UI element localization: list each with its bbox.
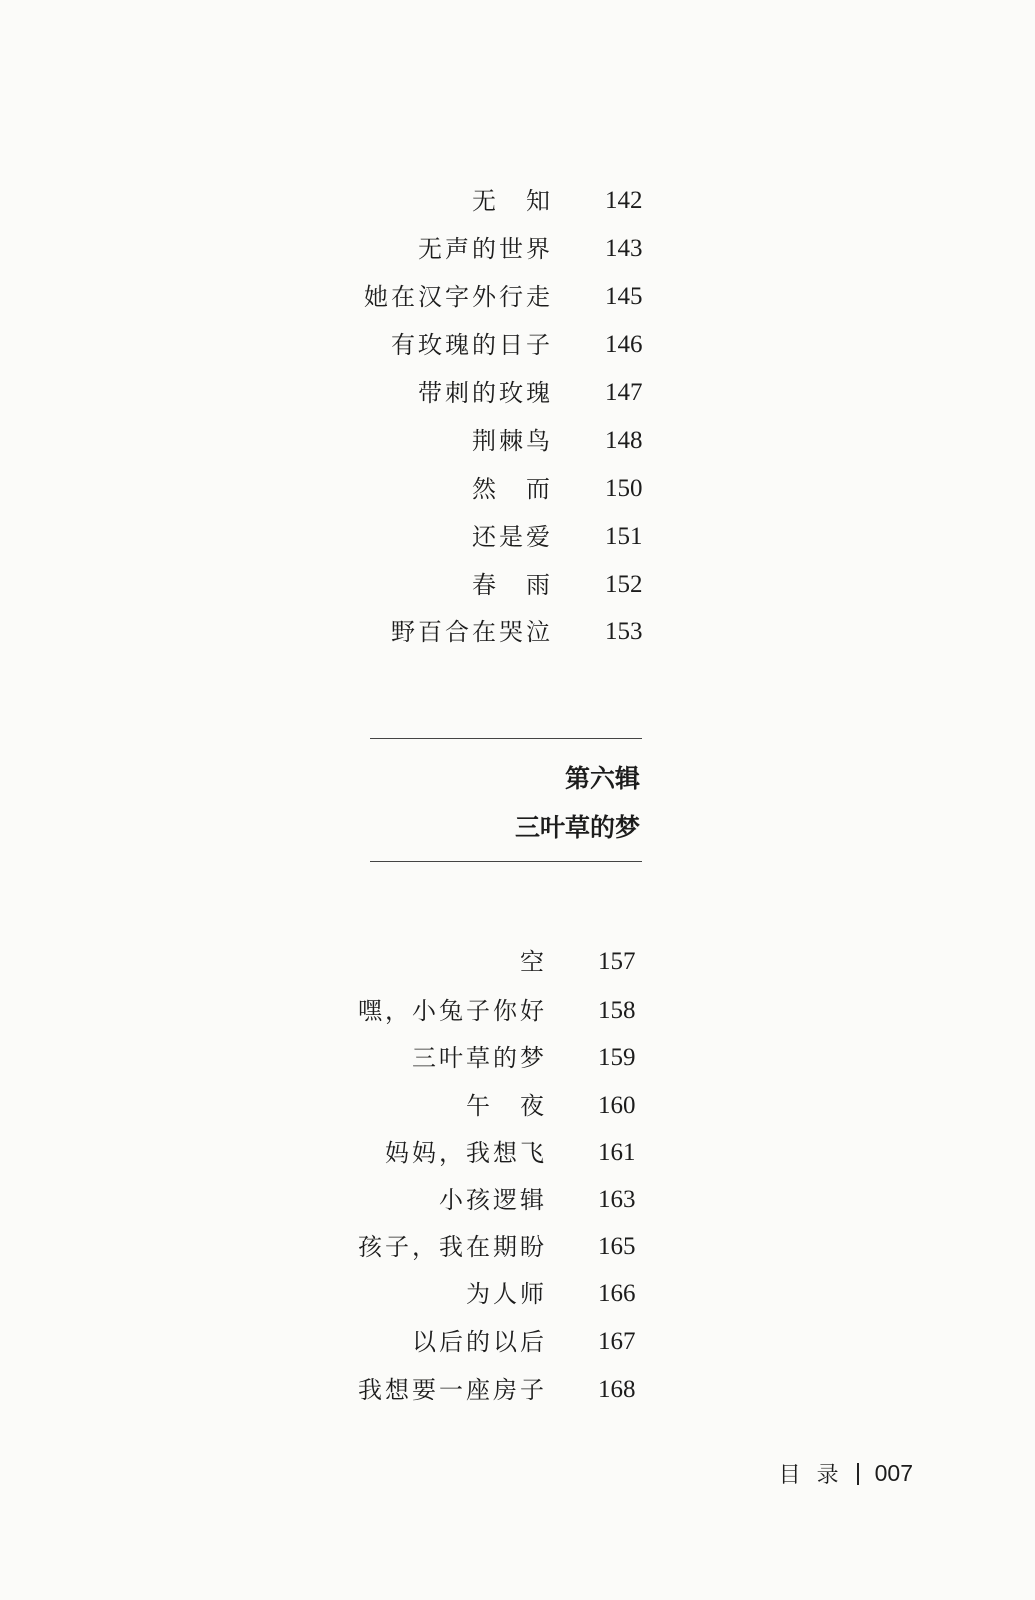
footer-page-number: 007 <box>874 1460 913 1486</box>
toc-entry-title: 无 知 <box>472 187 553 215</box>
toc-entry <box>0 181 1035 221</box>
section-label: 第六辑 <box>564 764 640 793</box>
toc-entry-title: 有玫瑰的日子 <box>391 331 553 359</box>
toc-entry-title: 嘿，小兔子你好 <box>358 997 547 1025</box>
toc-entry <box>0 325 1035 365</box>
toc-entry <box>0 517 1035 557</box>
section-rule-bottom <box>370 861 642 862</box>
toc-entry-page: 159 <box>598 1044 636 1071</box>
toc-entry <box>0 565 1035 605</box>
section-rule-top <box>370 738 642 739</box>
toc-entry <box>0 991 1035 1031</box>
toc-entry-page: 153 <box>605 618 643 645</box>
toc-entry-title: 还是爱 <box>472 523 553 551</box>
toc-entry-title: 然 而 <box>472 475 553 503</box>
section-title: 三叶草的梦 <box>514 813 640 842</box>
toc-entry-page: 147 <box>605 379 643 406</box>
toc-entry-title: 午 夜 <box>466 1092 547 1120</box>
toc-entry-page: 146 <box>605 331 643 358</box>
toc-entry-title: 以后的以后 <box>412 1328 547 1356</box>
toc-entry <box>0 1038 1035 1078</box>
toc-entry-title: 她在汉字外行走 <box>364 283 553 311</box>
toc-entry <box>0 942 1035 982</box>
toc-entry <box>0 373 1035 413</box>
toc-entry <box>0 1133 1035 1173</box>
toc-entry-page: 161 <box>598 1139 636 1166</box>
toc-entry-title: 三叶草的梦 <box>412 1044 547 1072</box>
toc-entry <box>0 1370 1035 1410</box>
toc-entry-page: 168 <box>598 1376 636 1403</box>
toc-entry-page: 166 <box>598 1280 636 1307</box>
toc-entry-title: 野百合在哭泣 <box>391 618 553 646</box>
toc-entry-page: 152 <box>605 571 643 598</box>
toc-entry-page: 148 <box>605 427 643 454</box>
toc-entry-title: 为人师 <box>466 1280 547 1308</box>
page-footer <box>779 1458 913 1489</box>
toc-entry-title: 荆棘鸟 <box>472 427 553 455</box>
toc-entry-page: 165 <box>598 1233 636 1260</box>
toc-entry <box>0 277 1035 317</box>
toc-entry-title: 孩子，我在期盼 <box>358 1233 547 1261</box>
toc-entry-page: 150 <box>605 475 643 502</box>
toc-entry <box>0 229 1035 269</box>
footer-separator <box>857 1463 859 1485</box>
toc-entry <box>0 1227 1035 1267</box>
toc-entry-page: 143 <box>605 235 643 262</box>
toc-entry <box>0 1274 1035 1314</box>
toc-entry-page: 157 <box>598 948 636 975</box>
toc-entry <box>0 1322 1035 1362</box>
toc-entry-title: 春 雨 <box>472 571 553 599</box>
footer-section-label: 目录 <box>778 1463 855 1488</box>
toc-entry-title: 带刺的玫瑰 <box>418 379 553 407</box>
toc-entry-page: 167 <box>598 1328 636 1355</box>
toc-entry-title: 妈妈，我想飞 <box>385 1139 547 1167</box>
toc-entry <box>0 612 1035 652</box>
toc-entry-title: 无声的世界 <box>418 235 553 263</box>
toc-entry <box>0 1180 1035 1220</box>
toc-entry-page: 163 <box>598 1186 636 1213</box>
toc-entry <box>0 421 1035 461</box>
toc-entry <box>0 469 1035 509</box>
toc-entry <box>0 1086 1035 1126</box>
toc-entry-page: 158 <box>598 997 636 1024</box>
toc-entry-title: 小孩逻辑 <box>439 1186 547 1214</box>
toc-entry-title: 空 <box>520 948 547 976</box>
toc-entry-page: 151 <box>605 523 643 550</box>
toc-entry-page: 145 <box>605 283 643 310</box>
toc-entry-page: 160 <box>598 1092 636 1119</box>
toc-entry-title: 我想要一座房子 <box>358 1376 547 1404</box>
toc-entry-page: 142 <box>605 187 643 214</box>
